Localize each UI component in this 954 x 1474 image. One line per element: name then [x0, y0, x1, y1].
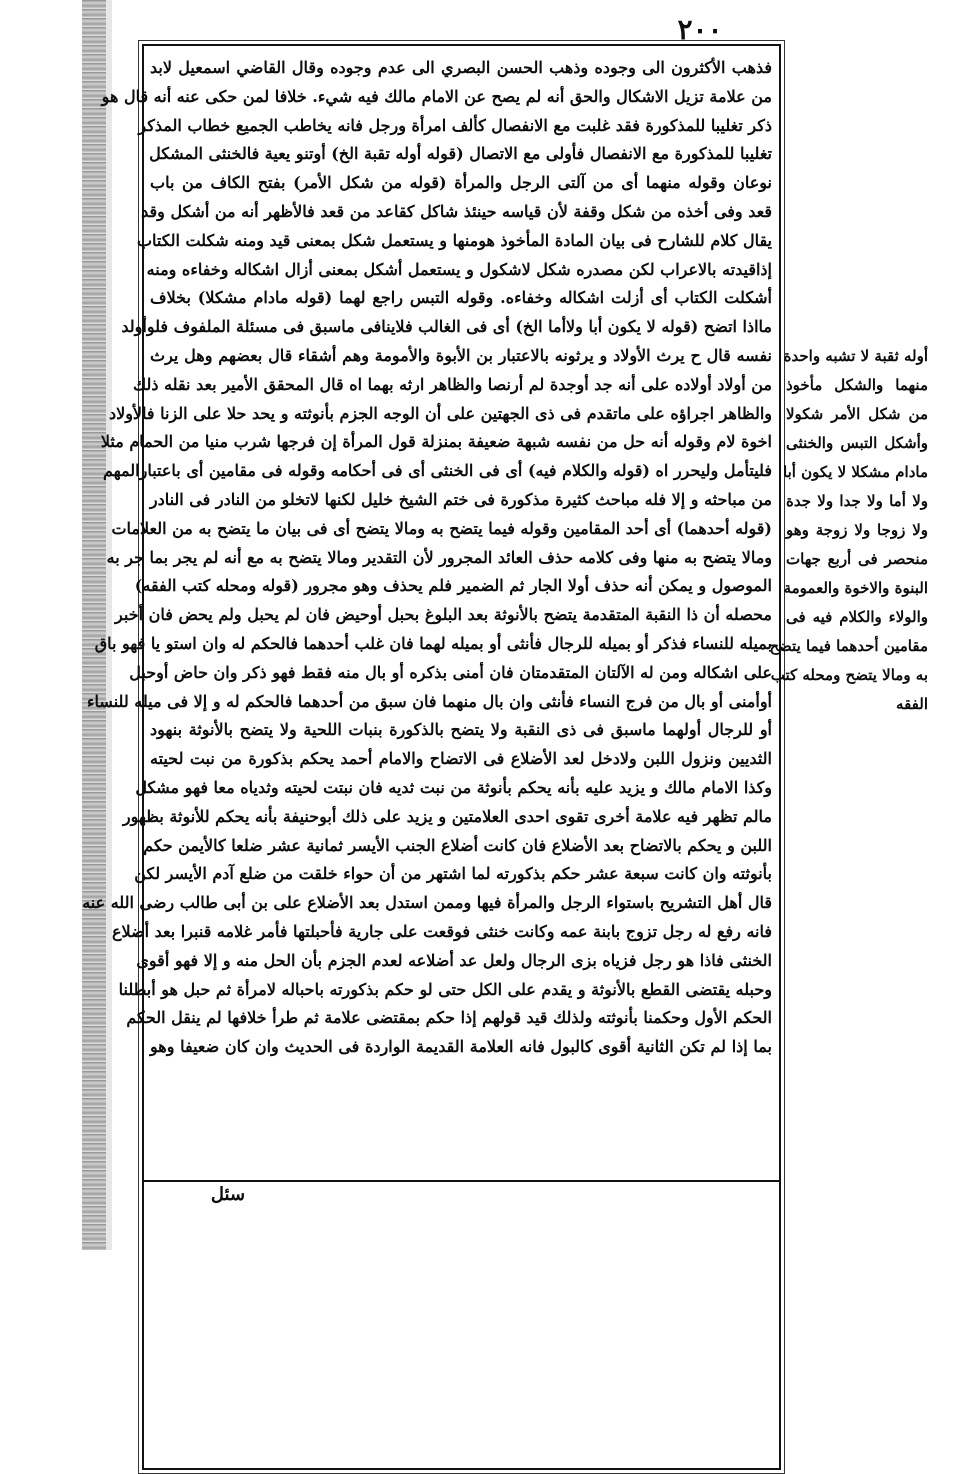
text-line: اخوة لام وقوله أنه حل من نفسه شبهة ضعيفة بمنزلة قول المرأة إن فرجها شرب منيا من الحمام مثلا — [100, 432, 772, 452]
text-line: نوعان وقوله منهما أى من آلتى الرجل والمرأة (قوله من شكل الأمر) بفتح الكاف من باب — [150, 173, 772, 193]
text-line: ذكر تغليبا للمذكورة فقد غلبت مع الانفصال كألف امرأة ورجل فانه يخاطب الجميع خطاب المذكر — [138, 115, 772, 135]
text-line: منهما والشكل مأخوذ — [786, 376, 928, 394]
page-number: ٢٠٠ — [677, 13, 723, 46]
text-line: من علامة تزيل الاشكال والحق أنه لم يصح عن الامام مالك فيه شيء. خلافا لمن حكى عنه أنه قال هو — [101, 86, 772, 106]
text-line: محصله أن ذا النقبة المتقدمة يتضح بالأنوثة بعد البلوغ بحبل أوحيض فان لم يحبل ولم يحض فان أخبر — [115, 605, 772, 625]
text-line: فليتأمل وليحرر اه (قوله والكلام فيه) أى فى الخنثى أى فى أحكامه وقوله فى مقامين أى باعتبارالمهم — [103, 461, 772, 481]
text-line: البنوة والاخوة والعمومة — [783, 579, 928, 597]
text-line: الحكم الأول وحكمنا بأنوثته ولذلك قيد قولهم إذا حكم بمقتضى علامة ثم طرأ خلافها لم ينقل الحكم — [126, 1008, 772, 1028]
text-line: مقامين أحدهما فيما يتضح — [769, 637, 928, 655]
text-line: وكذا الامام مالك و يزيد عليه بأنه يحكم بأنوثة من نبت ثديه فان نبتت لحيته وثدياه معا فهو مشكل — [135, 777, 772, 797]
text-line: فانه رفع له رجل تزوج بابنة عمه وكانت خنثى فوقعت على جارية فأحبلتها فأمر غلامه قنبرا بعد أضلاع — [111, 921, 772, 941]
text-line: الثديين ونزول اللبن ولادخل لعد الأضلاع فى الاتضاح والامام أحمد يحكم بذكورة من نبت لحيته — [150, 749, 772, 769]
text-line: ولا زوجا ولا زوجة وهو — [786, 521, 928, 539]
main-commentary-text — [82, 54, 773, 1178]
text-line: مادام مشكلا لا يكون أبا — [783, 463, 928, 481]
text-frame-bottom-rule — [142, 1180, 781, 1182]
catchword: سئل — [210, 1184, 246, 1205]
text-line: الخنثى فاذا هو رجل فزياه بزى الرجال ولعل عد أضلاعه لعدم الجزم بأن الحل منه و إلا فهو أقوى — [136, 950, 772, 970]
text-line: ولا أما ولا جدا ولا جدة — [786, 492, 928, 510]
text-line: تغليبا للمذكورة مع الانفصال فأولى مع الاتصال (قوله أوله تقبة الخ) أوتنو يعية فالخنثى المشكل — [149, 144, 772, 164]
text-line: مالم تظهر فيه علامة أخرى تقوى احدى العلامتين و يزيد على ذلك أبوحنيفة بأنه يحكم للأنوثة بظهور — [122, 806, 772, 826]
text-line: نفسه قال ح يرث الأولاد و يرثونه بالاعتبار بن الأبوة والأمومة وهم أشقاء قال بعضهم وهل يرث — [150, 345, 772, 365]
text-line: فذهب الأكثرون الى وجوده وذهب الحسن البصري الى عدم وجوده وقال القاضي اسمعيل لابد — [150, 58, 772, 77]
text-line: يقال كلام للشارح فى بيان المادة المأخوذ هومنها و يستعمل شكل بمعنى قيد ومنه شكلت الكتاب — [136, 230, 772, 250]
text-line: قعد وفى أخذه من شكل وقفة لأن قياسه حينئذ شاكل كقاعد من قعد فالأظهر أنه من أشكل وقد — [141, 201, 772, 221]
text-line: أوأمنى أو بال من فرج النساء فأنثى وان بال منهما فان سبق من أحدهما فالحكم له و إلا فى ميله للنساء — [87, 691, 772, 711]
text-line: اللبن و يحكم بالاتضاح بعد الأضلاع فان كانت أضلاع الجنب الأيسر ثمانية عشر ضلعا كالأيمن حكم — [143, 835, 772, 855]
text-line: على اشكاله ومن له الآلتان المتقدمتان فان أمنى بذكره أو بال منه فقط فهو ذكر وان حاض أوحبل — [129, 662, 772, 682]
text-line: من شكل الأمر شكولا — [786, 405, 928, 423]
text-line: قال أهل التشريح باستواء الرجل والمرأة فيها وممن استدل بعد الأضلاع على بن أبى طالب رضى الله عنه — [82, 893, 772, 913]
text-line: أشكلت الكتاب أى أزلت اشكاله وخفاءه. وقوله التبس راجع لهما (قوله مادام مشكلا) بخلاف — [150, 288, 773, 308]
margin-note-text — [769, 342, 928, 719]
text-line: وحبله يقتضى القطع بالأنوثة و يقدم على الكل حتى لو حكم بذكورته باحباله لامرأة ثم حبل هو أبطلنا — [118, 979, 772, 999]
text-line: إذاقيدته بالاعراب لكن مصدره شكل لاشكول و يستعمل أشكل بمعنى أزال اشكاله وخفاءه ومنه — [146, 259, 772, 279]
text-line: من مباحثه و إلا فله مباحث كثيرة مذكورة فى ختم الشيخ خليل لكنها لاتخلو من النادر فى النادر — [149, 489, 772, 509]
text-line: والظاهر اجراؤه على ماتقدم فى ذى الجهتين على أن الوجه الجزم بأنوثته و يحد حلا على الزنا فالأولاد — [108, 403, 772, 423]
scan-binding-shadow — [106, 0, 112, 1250]
text-line: الفقه — [896, 695, 928, 713]
text-line: بأنوثته وان كانت سبعة عشر حكم بذكورته لما اشتهر من أن حواء خلقت من ضلع آدم الأيسر لكن — [134, 864, 772, 884]
text-line: بميله للنساء فذكر أو بميله للرجال فأنثى أو بميله لهما فان غلب أحدهما فالحكم له وان استو يا فهو باق — [94, 633, 772, 653]
text-line: ومالا يتضح به منها وفى كلامه حذف العائد المجرور لأن التقدير ومالا يتضح به مع أنه لم يجر بما جر به — [106, 547, 772, 567]
text-line: مااذا اتضح (قوله لا يكون أبا ولاأما الخ) أى فى الغالب فلاينافى ماسبق فى مسئلة الملفوف فلوأولد — [121, 317, 772, 337]
text-line: بما إذا لم تكن الثانية أقوى كالبول فانه العلامة القديمة الواردة فى الحديث وان كان ضعيفا وهو — [150, 1037, 772, 1057]
text-line: منحصر فى أربع جهات — [786, 550, 928, 568]
text-line: والولاء والكلام فيه فى — [786, 608, 928, 626]
text-line: الموصول و يمكن أنه حذف أولا الجار ثم الضمير فلم يحذف وهو مجرور (قوله ومحله كتب الفقه) — [134, 576, 772, 596]
text-line: وأشكل التبس والخنثى — [786, 434, 928, 452]
scan-binding-edge — [82, 0, 106, 1250]
text-line: من أولاد أولاده على أنه جد أوجدة لم أرنصا والظاهر ارثه بهما اه قال المحقق الأمير بعد نقله ذلك — [133, 374, 772, 394]
text-line: به ومالا يتضح ومحله كتب — [770, 666, 928, 684]
text-line: أو للرجال أولهما ماسبق فى ذى النقبة ولا يتضح بالذكورة بنبات اللحية ولا يتضح بالأنوثة بنهود — [150, 720, 772, 740]
text-line: أوله ثقبة لا تشبه واحدة — [783, 347, 928, 365]
text-line: (قوله أحدهما) أى أحد المقامين وقوله فيما يتضح به ومالا يتضح أى فى بيان ما يتضح به من العلامات — [111, 518, 772, 538]
